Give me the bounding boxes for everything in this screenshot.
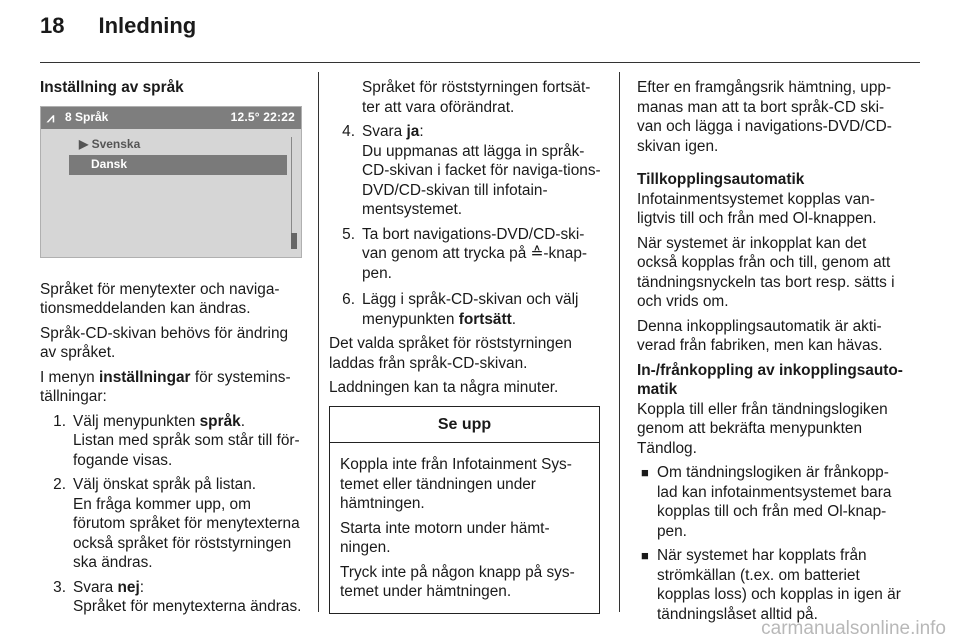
step-text <box>362 290 604 329</box>
screen-title: 8 Språk <box>65 109 109 124</box>
bullet-icon: ■ <box>641 548 649 563</box>
menu-term: nej <box>117 578 140 596</box>
step-detail: Listan med språk som står till för-fogande visas. <box>73 432 300 469</box>
step-number: 2. <box>53 476 66 493</box>
step-number: 6. <box>342 291 355 308</box>
warning-text: Tryck inte på någon knapp på sys-temet under hämtningen. <box>340 563 575 600</box>
screen-title-bar <box>41 107 301 129</box>
step-detail: Språket för menytexterna ändras. <box>73 598 302 615</box>
menu-term: ja <box>406 123 420 140</box>
step-text: Välj önskat språk på listan. <box>73 476 257 493</box>
bullet-text: När systemet har kopplats från strömkällan (t.ex. om batteriet kopplas loss) och kopplas in igen är tändningslåset alltid på. <box>657 547 901 623</box>
menu-term: inställningar <box>99 368 191 386</box>
step-6 <box>329 290 604 329</box>
paragraph <box>40 368 302 407</box>
text: Lägg i språk-CD-skivan och välj menypunkten <box>362 291 579 328</box>
step-1 <box>40 412 302 432</box>
bullet-item <box>637 546 905 624</box>
text: Svara <box>362 123 407 140</box>
bullet-icon: ■ <box>641 465 649 480</box>
paragraph: Det valda språket för röststyrningen laddas från språk-CD-skivan. <box>329 335 572 372</box>
subheading-inkoppling: In-/frånkoppling av inkopplingsauto-matik <box>637 361 903 398</box>
column-divider-2 <box>619 72 620 612</box>
text: . <box>511 310 516 328</box>
paragraph: Laddningen kan ta några minuter. <box>329 379 559 396</box>
text: I menyn <box>40 368 100 386</box>
step-2 <box>40 475 302 495</box>
section-heading: Inställning av språk <box>40 79 184 96</box>
step-text: Ta bort navigations-DVD/CD-ski-van genom att trycka på ≙-knap-pen. <box>362 225 588 282</box>
text: Välj menypunkten <box>73 412 200 430</box>
step-number: 5. <box>342 225 355 243</box>
step-text <box>362 122 424 142</box>
step-detail: Du uppmanas att lägga in språk-CD-skivan i facket för naviga-tions-DVD/CD-skivan till infotain-mentsystemet. <box>362 142 601 218</box>
warning-text: Starta inte motorn under hämt-ningen. <box>340 519 550 556</box>
paragraph: Denna inkopplingsautomatik är akti-verad från fabriken, men kan hävas. <box>637 317 883 354</box>
step-number: 4. <box>342 123 355 140</box>
warning-title: Se upp <box>330 407 599 444</box>
screen-option-svenska: ▶ Svenska <box>79 136 141 151</box>
paragraph: Språket för menytexter och naviga-tionsmeddelanden kan ändras. <box>40 280 280 317</box>
step-4 <box>329 122 604 142</box>
step-detail: En fråga kommer upp, om förutom språket för menytexterna också språket för röststyrningen ska ändras. <box>73 495 300 571</box>
page-title: Inledning <box>98 13 197 38</box>
column-1 <box>40 78 302 622</box>
screen-option-dansk: Dansk <box>69 155 287 175</box>
column-3 <box>637 78 905 629</box>
warning-text: Koppla inte från Infotainment Sys-temet eller tändningen under hämtningen. <box>340 456 572 512</box>
step-detail: Språket för röststyrningen fortsät-ter att vara oförändrat. <box>362 79 591 116</box>
text: för systemins-tällningar: <box>40 368 291 405</box>
paragraph: Språk-CD-skivan behövs för ändring av språket. <box>40 324 289 361</box>
column-2 <box>329 78 604 614</box>
step-number: 3. <box>53 578 66 596</box>
paragraph: När systemet är inkopplat kan det också kopplas från och till, genom att tändningsnyckeln tas bort resp. sätts i och vrids om. <box>637 234 895 310</box>
text: : <box>139 578 145 596</box>
bullet-text: Om tändningslogiken är frånkopp-lad kan infotainmentsystemet bara kopplas till och från med Ol-knap-pen. <box>657 464 892 540</box>
warning-box <box>329 406 600 614</box>
column-divider-1 <box>318 72 319 612</box>
display-screenshot <box>40 106 302 258</box>
watermark: carmanualsonline.info <box>761 617 946 639</box>
signal-icon: ⩘ <box>47 109 55 125</box>
bullet-item <box>637 463 905 541</box>
page-header <box>40 13 197 52</box>
text: Svara <box>73 578 118 596</box>
step-5 <box>329 225 604 284</box>
step-text <box>73 578 144 598</box>
step-text <box>73 412 245 432</box>
screen-scrollbar <box>291 137 297 249</box>
paragraph: Koppla till eller från tändningslogiken genom att bekräfta menypunkten Tändlog. <box>637 400 888 457</box>
warning-body <box>330 443 599 613</box>
screen-status: 12.5° 22:22 <box>230 109 295 124</box>
text: : <box>419 123 424 140</box>
menu-term: fortsätt <box>458 310 512 328</box>
step-3 <box>40 578 302 598</box>
paragraph: Efter en framgångsrik hämtning, upp-manas man att ta bort språk-CD ski-van och lägga i navigations-DVD/CD-skivan igen. <box>637 79 892 155</box>
step-number: 1. <box>53 412 66 430</box>
header-divider <box>40 62 920 63</box>
menu-term: språk <box>199 412 241 430</box>
page-number: 18 <box>40 13 65 38</box>
text: . <box>240 412 245 430</box>
screen-option-list <box>69 135 287 175</box>
subheading-tillkopplingsautomatik: Tillkopplingsautomatik <box>637 171 805 188</box>
screen-scroll-thumb <box>291 233 297 249</box>
paragraph: Infotainmentsystemet kopplas van-ligtvis till och från med Ol-knappen. <box>637 190 877 227</box>
